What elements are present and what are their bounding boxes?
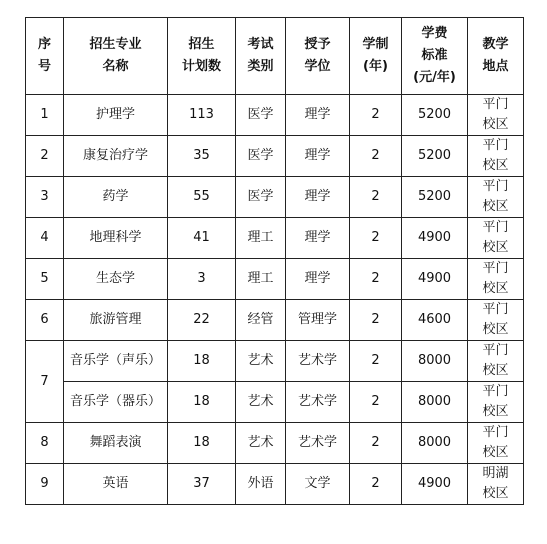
cell-degree: 理学 [286, 136, 350, 177]
enrollment-table [25, 17, 524, 505]
header-fee: 学费 标准 (元/年) [402, 18, 468, 95]
cell-years: 2 [350, 464, 402, 505]
cell-location: 平门 校区 [468, 300, 524, 341]
cell-plan: 22 [168, 300, 236, 341]
cell-location: 平门 校区 [468, 136, 524, 177]
cell-major: 药学 [64, 177, 168, 218]
header-degree: 授予 学位 [286, 18, 350, 95]
cell-degree: 文学 [286, 464, 350, 505]
cell-location: 平门 校区 [468, 341, 524, 382]
cell-fee: 4900 [402, 259, 468, 300]
cell-years: 2 [350, 300, 402, 341]
table-row [26, 95, 524, 136]
cell-exam: 理工 [236, 218, 286, 259]
table-row [26, 259, 524, 300]
cell-no: 4 [26, 218, 64, 259]
cell-degree: 艺术学 [286, 341, 350, 382]
cell-years: 2 [350, 177, 402, 218]
cell-exam: 医学 [236, 95, 286, 136]
cell-plan: 3 [168, 259, 236, 300]
header-no: 序 号 [26, 18, 64, 95]
cell-major: 音乐学（器乐） [64, 382, 168, 423]
cell-exam: 医学 [236, 136, 286, 177]
cell-exam: 理工 [236, 259, 286, 300]
cell-location: 平门 校区 [468, 95, 524, 136]
cell-years: 2 [350, 423, 402, 464]
header-row [26, 18, 524, 95]
cell-plan: 55 [168, 177, 236, 218]
cell-degree: 理学 [286, 218, 350, 259]
cell-major: 护理学 [64, 95, 168, 136]
cell-major: 旅游管理 [64, 300, 168, 341]
cell-no: 3 [26, 177, 64, 218]
table-row [26, 464, 524, 505]
cell-fee: 8000 [402, 423, 468, 464]
cell-fee: 5200 [402, 95, 468, 136]
cell-major: 舞蹈表演 [64, 423, 168, 464]
cell-exam: 经管 [236, 300, 286, 341]
cell-years: 2 [350, 259, 402, 300]
table-row [26, 136, 524, 177]
cell-degree: 艺术学 [286, 423, 350, 464]
table-row [26, 382, 524, 423]
cell-no: 1 [26, 95, 64, 136]
cell-location: 平门 校区 [468, 259, 524, 300]
cell-plan: 41 [168, 218, 236, 259]
cell-years: 2 [350, 218, 402, 259]
cell-years: 2 [350, 382, 402, 423]
cell-plan: 18 [168, 341, 236, 382]
cell-exam: 艺术 [236, 341, 286, 382]
cell-major: 生态学 [64, 259, 168, 300]
cell-fee: 4900 [402, 464, 468, 505]
cell-exam: 外语 [236, 464, 286, 505]
cell-major: 地理科学 [64, 218, 168, 259]
cell-location: 平门 校区 [468, 382, 524, 423]
cell-plan: 18 [168, 423, 236, 464]
cell-degree: 理学 [286, 95, 350, 136]
cell-location: 平门 校区 [468, 423, 524, 464]
cell-fee: 4600 [402, 300, 468, 341]
table-row [26, 300, 524, 341]
cell-years: 2 [350, 341, 402, 382]
header-major: 招生专业 名称 [64, 18, 168, 95]
cell-degree: 艺术学 [286, 382, 350, 423]
cell-plan: 18 [168, 382, 236, 423]
header-years: 学制 (年) [350, 18, 402, 95]
header-exam: 考试 类别 [236, 18, 286, 95]
cell-major: 康复治疗学 [64, 136, 168, 177]
cell-location: 平门 校区 [468, 177, 524, 218]
cell-no: 7 [26, 341, 64, 423]
cell-years: 2 [350, 95, 402, 136]
table-row [26, 341, 524, 382]
table-row [26, 177, 524, 218]
cell-location: 平门 校区 [468, 218, 524, 259]
cell-degree: 理学 [286, 177, 350, 218]
cell-fee: 5200 [402, 177, 468, 218]
cell-location: 明湖 校区 [468, 464, 524, 505]
cell-years: 2 [350, 136, 402, 177]
cell-no: 2 [26, 136, 64, 177]
cell-exam: 医学 [236, 177, 286, 218]
cell-fee: 5200 [402, 136, 468, 177]
cell-fee: 8000 [402, 341, 468, 382]
cell-no: 9 [26, 464, 64, 505]
cell-no: 5 [26, 259, 64, 300]
header-plan: 招生 计划数 [168, 18, 236, 95]
cell-major: 英语 [64, 464, 168, 505]
cell-degree: 理学 [286, 259, 350, 300]
table-row [26, 218, 524, 259]
cell-no: 8 [26, 423, 64, 464]
cell-plan: 37 [168, 464, 236, 505]
cell-plan: 113 [168, 95, 236, 136]
cell-fee: 8000 [402, 382, 468, 423]
cell-fee: 4900 [402, 218, 468, 259]
cell-no: 6 [26, 300, 64, 341]
cell-degree: 管理学 [286, 300, 350, 341]
cell-major: 音乐学（声乐） [64, 341, 168, 382]
header-location: 教学 地点 [468, 18, 524, 95]
cell-exam: 艺术 [236, 382, 286, 423]
cell-plan: 35 [168, 136, 236, 177]
cell-exam: 艺术 [236, 423, 286, 464]
table-row [26, 423, 524, 464]
